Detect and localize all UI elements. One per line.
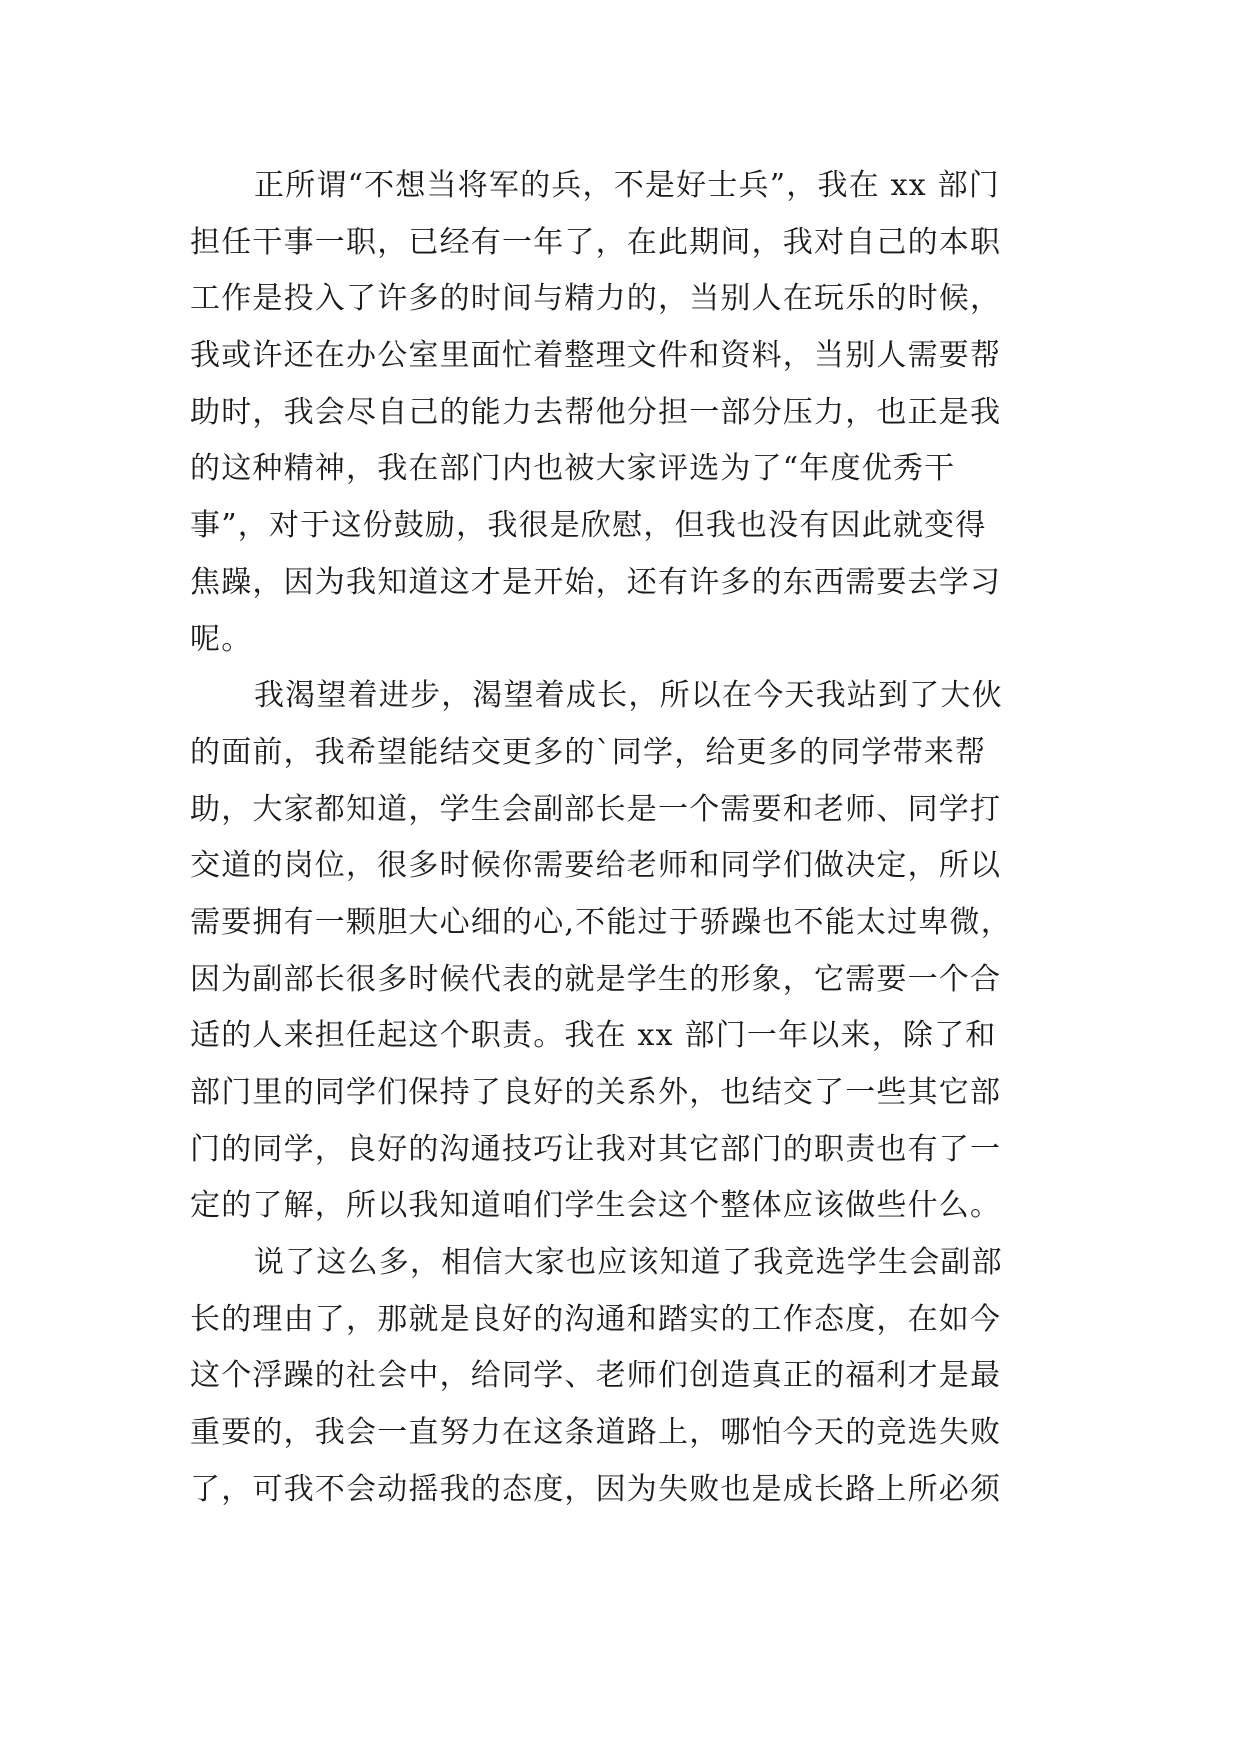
text-line: 了，可我不会动摇我的态度，因为失败也是成长路上所必须 xyxy=(190,1471,1002,1507)
paragraph-1 xyxy=(190,158,1070,668)
text-line: 正所谓“不想当将军的兵，不是好士兵”，我在 xx 部门 xyxy=(254,168,1000,203)
text-line: 助，大家都知道，学生会副部长是一个需要和老师、同学打 xyxy=(190,791,1002,827)
text-line: 的面前，我希望能结交更多的`同学，给更多的同学带来帮 xyxy=(190,734,987,770)
text-line: 工作是投入了许多的时间与精力的，当别人在玩乐的时候， xyxy=(190,281,1002,317)
text-line: 需要拥有一颗胆大心细的心,不能过于骄躁也不能太过卑微， xyxy=(190,904,1012,940)
text-line: 助时，我会尽自己的能力去帮他分担一部分压力，也正是我 xyxy=(190,394,1002,430)
text-line: 重要的，我会一直努力在这条道路上，哪怕今天的竞选失败 xyxy=(190,1415,1002,1451)
text-line: 门的同学，良好的沟通技巧让我对其它部门的职责也有了一 xyxy=(190,1131,1002,1167)
text-line: 的这种精神，我在部门内也被大家评选为了“年度优秀干 xyxy=(190,451,956,487)
paragraph-2 xyxy=(190,668,1070,1235)
text-line: 部门里的同学们保持了良好的关系外，也结交了一些其它部 xyxy=(190,1075,1002,1110)
body-text xyxy=(190,158,1070,1519)
text-line: 担任干事一职，已经有一年了，在此期间，我对自己的本职 xyxy=(190,224,1002,260)
text-line: 呢。 xyxy=(190,621,253,657)
text-line: 因为副部长很多时候代表的就是学生的形象，它需要一个合 xyxy=(190,961,1002,997)
text-line: 这个浮躁的社会中，给同学、老师们创造真正的福利才是最 xyxy=(190,1358,1002,1394)
paragraph-3 xyxy=(190,1235,1070,1518)
text-line: 我或许还在办公室里面忙着整理文件和资料，当别人需要帮 xyxy=(190,338,1002,374)
text-line: 定的了解，所以我知道咱们学生会这个整体应该做些什么。 xyxy=(190,1188,1002,1224)
text-line: 适的人来担任起这个职责。我在 xx 部门一年以来，除了和 xyxy=(190,1018,997,1054)
text-line: 交道的岗位，很多时候你需要给老师和同学们做决定，所以 xyxy=(190,848,1002,884)
text-line: 事”，对于这份鼓励，我很是欣慰，但我也没有因此就变得 xyxy=(190,508,987,544)
text-line: 说了这么多，相信大家也应该知道了我竞选学生会副部 xyxy=(254,1245,1003,1281)
text-line: 长的理由了，那就是良好的沟通和踏实的工作态度，在如今 xyxy=(190,1301,1002,1337)
text-line: 焦躁，因为我知道这才是开始，还有许多的东西需要去学习 xyxy=(190,564,1002,600)
text-line: 我渴望着进步，渴望着成长，所以在今天我站到了大伙 xyxy=(254,678,1003,714)
